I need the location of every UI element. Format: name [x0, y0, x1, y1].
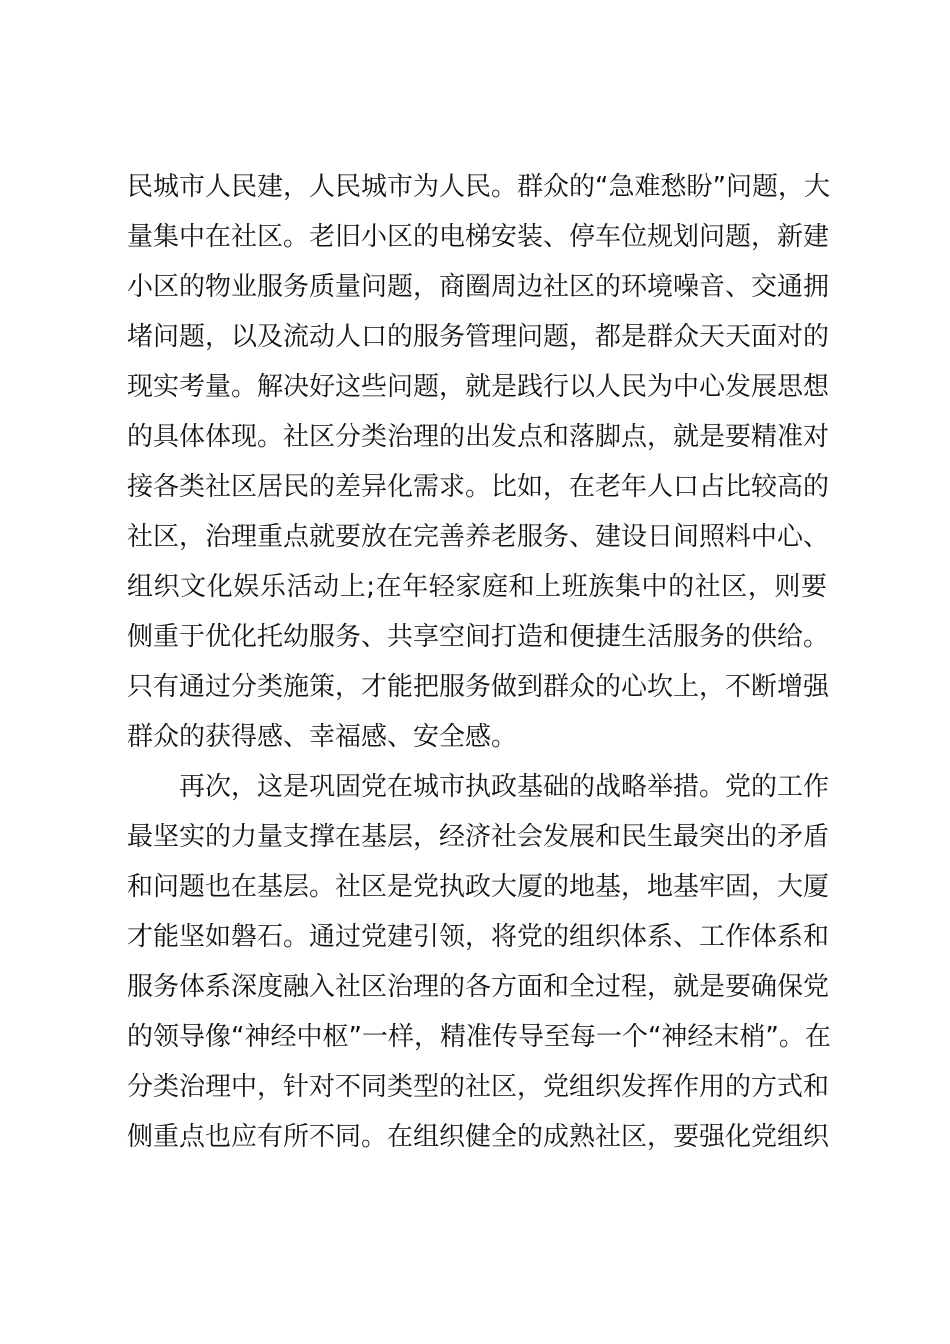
text-line: 服务体系深度融入社区治理的各方面和全过程，就是要确保党 — [127, 972, 830, 1002]
text-line: 的具体体现。社区分类治理的出发点和落脚点，就是要精准对 — [127, 422, 830, 452]
text-line: 和问题也在基层。社区是党执政大厦的地基，地基牢固，大厦 — [127, 872, 830, 902]
body-text — [127, 162, 831, 1162]
text-line: 的领导像“神经中枢”一样，精准传导至每一个“神经末梢”。在 — [127, 1022, 831, 1052]
text-line: 侧重于优化托幼服务、共享空间打造和便捷生活服务的供给。 — [127, 622, 830, 652]
text-line: 民城市人民建，人民城市为人民。群众的“急难愁盼”问题，大 — [127, 172, 830, 202]
text-line: 堵问题，以及流动人口的服务管理问题，都是群众天天面对的 — [127, 322, 830, 352]
text-line: 侧重点也应有所不同。在组织健全的成熟社区，要强化党组织 — [127, 1122, 830, 1152]
text-line: 群众的获得感、幸福感、安全感。 — [127, 722, 518, 752]
text-line: 接各类社区居民的差异化需求。比如，在老年人口占比较高的 — [127, 472, 830, 502]
text-line: 才能坚如磐石。通过党建引领，将党的组织体系、工作体系和 — [127, 922, 830, 952]
text-line: 社区，治理重点就要放在完善养老服务、建设日间照料中心、 — [127, 522, 830, 552]
text-line: 再次，这是巩固党在城市执政基础的战略举措。党的工作 — [179, 772, 830, 802]
text-line: 现实考量。解决好这些问题，就是践行以人民为中心发展思想 — [127, 372, 830, 402]
text-line: 小区的物业服务质量问题，商圈周边社区的环境噪音、交通拥 — [127, 272, 830, 302]
text-line: 组织文化娱乐活动上;在年轻家庭和上班族集中的社区，则要 — [127, 572, 827, 602]
text-line: 最坚实的力量支撑在基层，经济社会发展和民生最突出的矛盾 — [127, 822, 830, 852]
text-line: 分类治理中，针对不同类型的社区，党组织发挥作用的方式和 — [127, 1072, 830, 1102]
text-line: 量集中在社区。老旧小区的电梯安装、停车位规划问题，新建 — [127, 222, 830, 252]
paragraph-2 — [127, 762, 831, 1162]
paragraph-1 — [127, 162, 830, 762]
text-line: 只有通过分类施策，才能把服务做到群众的心坎上，不断增强 — [127, 672, 830, 702]
